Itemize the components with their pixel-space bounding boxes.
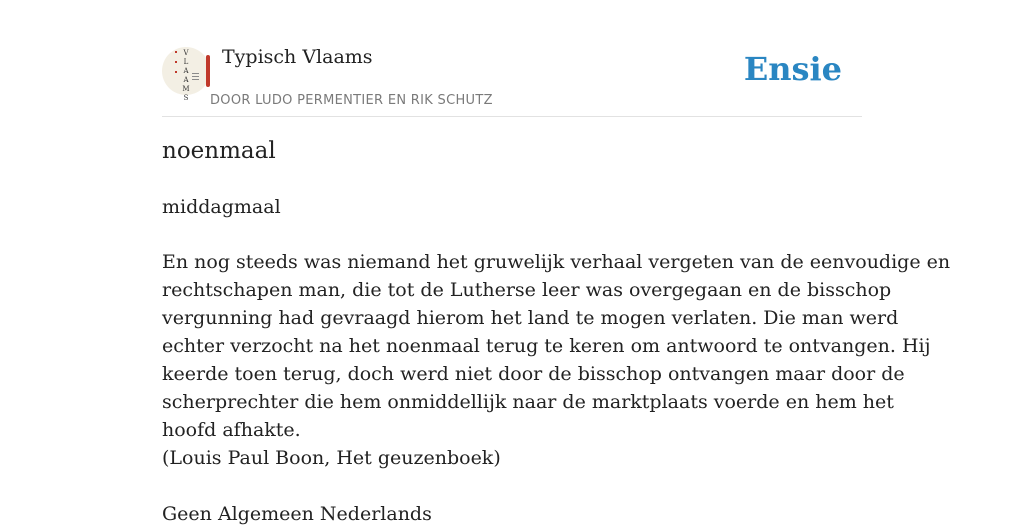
entry-definition: middagmaal <box>162 196 281 218</box>
example-line: vergunning had gevraagd hierom het land te mogen verlaten. Die man werd <box>162 307 899 329</box>
example-line: En nog steeds was niemand het gruwelijk verhaal vergeten van de eenvoudige en <box>162 251 951 273</box>
avatar-mark <box>175 71 177 73</box>
avatar-logo-letters: V L A A M S <box>182 49 190 102</box>
site-title[interactable]: Typisch Vlaams <box>222 46 373 68</box>
brand-logo[interactable]: Ensie <box>743 50 842 88</box>
example-line: scherprechter die hem onmiddellijk naar de marktplaats voerde en hem het <box>162 391 894 413</box>
region-label: Geen Algemeen Nederlands <box>162 503 432 525</box>
example-line: rechtschapen man, die tot de Lutherse leer was overgegaan en de bisschop <box>162 279 892 301</box>
avatar-red-edge <box>206 55 210 87</box>
avatar-rule <box>192 73 199 74</box>
avatar[interactable] <box>162 47 210 102</box>
avatar-mark <box>175 51 177 53</box>
example-line: hoofd afhakte. <box>162 419 301 441</box>
avatar-rule <box>192 76 199 77</box>
example-quote <box>162 248 951 472</box>
page <box>162 0 951 525</box>
example-line: echter verzocht na het noenmaal terug te keren om antwoord te ontvangen. Hij <box>162 335 931 357</box>
byline: DOOR LUDO PERMENTIER EN RIK SCHUTZ <box>210 93 493 108</box>
avatar-rule <box>192 79 199 80</box>
entry-title: noenmaal <box>162 138 276 164</box>
avatar-mark <box>175 61 177 63</box>
example-line: keerde toen terug, doch werd niet door de bisschop ontvangen maar door de <box>162 363 905 385</box>
citation: (Louis Paul Boon, Het geuzenboek) <box>162 447 501 469</box>
header <box>162 0 862 117</box>
